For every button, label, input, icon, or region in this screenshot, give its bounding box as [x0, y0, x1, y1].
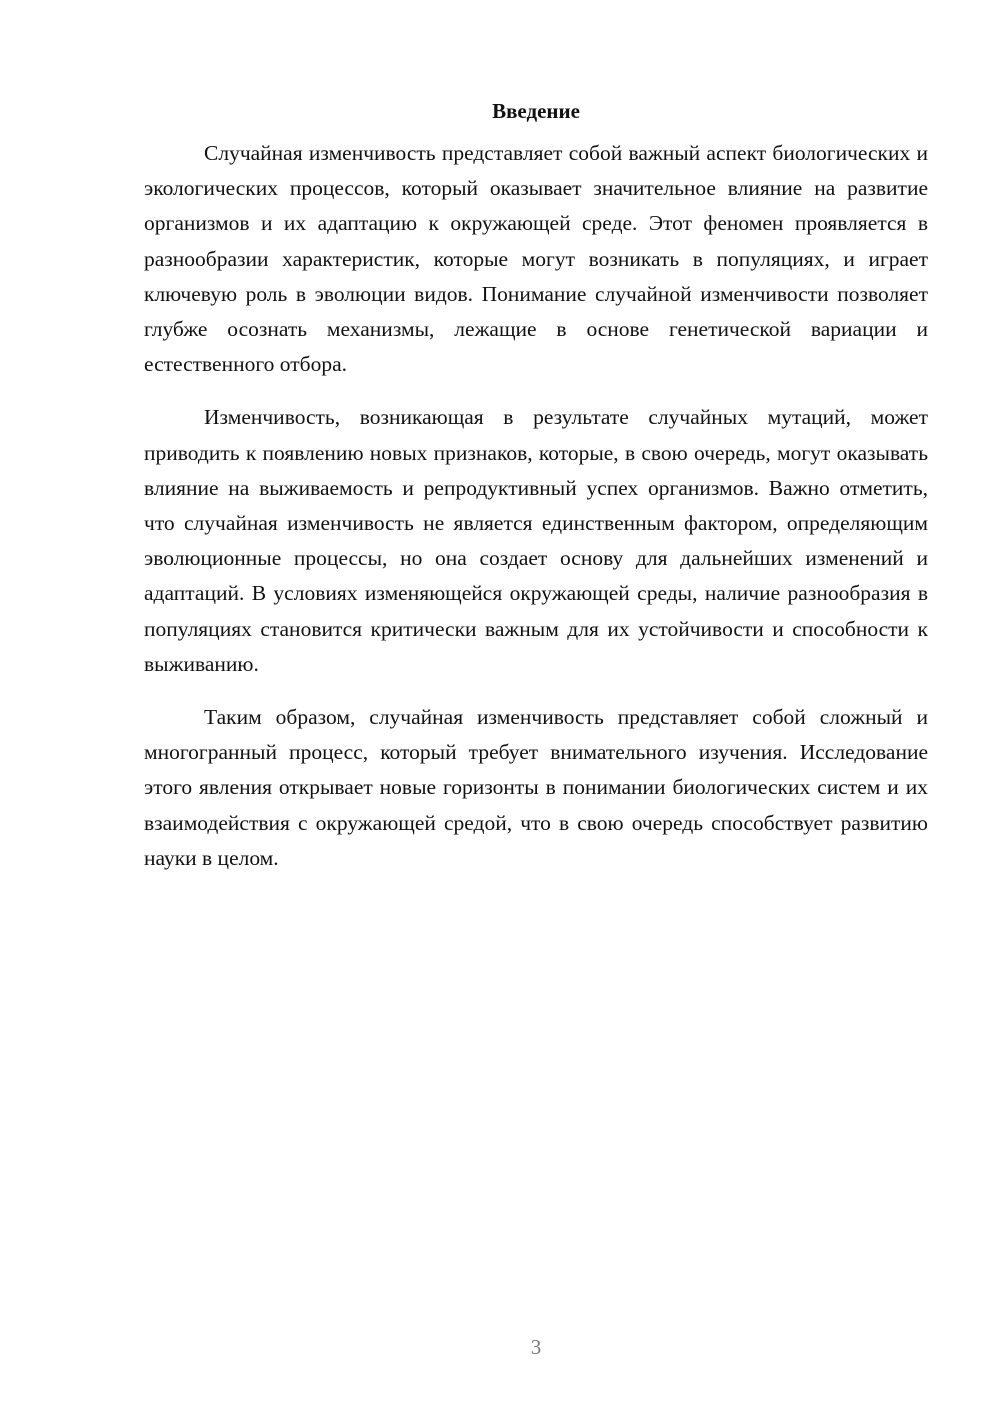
paragraph-3: Таким образом, случайная изменчивость представляет собой сложный и многогранный процесс, который требует внимательного изучения. Исследование этого явления открывает новые горизонты в понимании биологических систем и их взаимодействия с окружающей средой, что в свою очередь способствует развитию науки в целом.: [144, 705, 928, 870]
paragraph-1: Случайная изменчивость представляет собой важный аспект биологических и экологических процессов, который оказывает значительное влияние на развитие организмов и их адаптацию к окружающей среде. Этот феномен проявляется в разнообразии характеристик, которые могут возникать в популяциях, и играет ключевую роль в эволюции видов. Понимание случайной изменчивости позволяет глубже осознать механизмы, лежащие в основе генетической вариации и естественного отбора.: [144, 141, 928, 377]
paragraph-2: Изменчивость, возникающая в результате случайных мутаций, может приводить к появлению новых признаков, которые, в свою очередь, могут оказывать влияние на выживаемость и репродуктивный успех организмов. Важно отметить, что случайная изменчивость не является единственным фактором, определяющим эволюционные процессы, но она создает основу для дальнейших изменений и адаптаций. В условиях изменяющейся окружающей среды, наличие разнообразия в популяциях становится критически важным для их устойчивости и способности к выживанию.: [144, 405, 928, 676]
page-content: [144, 98, 928, 894]
page-number: 3: [530, 1335, 542, 1359]
section-title: Введение: [492, 99, 580, 123]
